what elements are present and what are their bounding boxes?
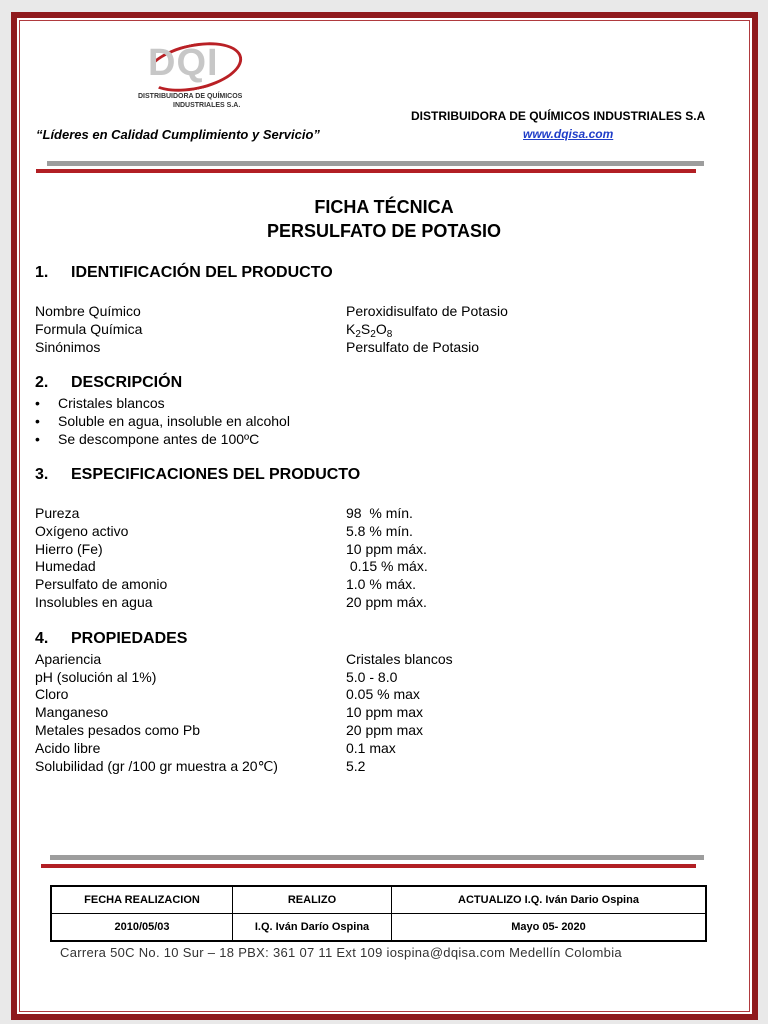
- section-number: 3.: [35, 466, 49, 483]
- spec-label: Sinónimos: [35, 339, 101, 355]
- table-header-row: [51, 886, 706, 914]
- spec-label: Manganeso: [35, 704, 109, 720]
- company-logo: [128, 38, 263, 120]
- slogan: “Líderes en Calidad Cumplimiento y Servicio”: [36, 127, 320, 142]
- spec-label: Metales pesados como Pb: [35, 722, 200, 738]
- spec-label: Insolubles en agua: [35, 594, 153, 610]
- revision-table: [50, 885, 707, 942]
- section-title: DESCRIPCIÓN: [71, 374, 183, 391]
- spec-value: 20 ppm max: [346, 722, 424, 738]
- spec-label: Cloro: [35, 686, 69, 702]
- section-number: 1.: [35, 264, 49, 281]
- spec-value: 0.05 % max: [346, 686, 420, 702]
- spec-value: Cristales blancos: [346, 651, 453, 667]
- list-item: • Soluble en agua, insoluble en alcohol: [35, 413, 290, 429]
- table-header-author: REALIZO: [233, 886, 392, 914]
- spec-label: Formula Química: [35, 321, 143, 337]
- spec-label: Persulfato de amonio: [35, 576, 168, 592]
- spec-value: 1.0 % máx.: [346, 576, 417, 592]
- section-title: PROPIEDADES: [71, 630, 188, 647]
- spec-label: Hierro (Fe): [35, 541, 103, 557]
- header-divider-red: [36, 169, 696, 173]
- spec-label: Nombre Químico: [35, 303, 141, 319]
- spec-label: Apariencia: [35, 651, 102, 667]
- section-1-heading: [35, 264, 333, 282]
- section-number: 2.: [35, 374, 49, 391]
- spec-value: 5.2: [346, 758, 366, 774]
- spec-value: 5.0 - 8.0: [346, 669, 398, 685]
- spec-label: Acido libre: [35, 740, 101, 756]
- company-name: DISTRIBUIDORA DE QUÍMICOS INDUSTRIALES S.A: [411, 109, 706, 123]
- spec-value: 0.15 % máx.: [346, 558, 428, 574]
- table-cell-date: 2010/05/03: [51, 914, 233, 942]
- website-link[interactable]: www.dqisa.com: [523, 127, 614, 141]
- table-cell-author: I.Q. Iván Darío Ospina: [233, 914, 392, 942]
- bullet-icon: •: [35, 431, 40, 447]
- spec-value: 0.1 max: [346, 740, 396, 756]
- spec-label: pH (solución al 1%): [35, 669, 157, 685]
- spec-value: 10 ppm max: [346, 704, 424, 720]
- logo-caption-line1: DISTRIBUIDORA DE QUÍMICOS: [138, 93, 243, 100]
- spec-value: Peroxidisulfato de Potasio: [346, 303, 508, 319]
- spec-label: Pureza: [35, 505, 80, 521]
- doc-title: FICHA TÉCNICA: [314, 197, 454, 217]
- footer-divider-red: [41, 864, 696, 868]
- footer-divider-gray: [50, 855, 704, 860]
- list-item: • Cristales blancos: [35, 395, 165, 411]
- section-title: IDENTIFICACIÓN DEL PRODUCTO: [71, 264, 333, 281]
- header-divider-gray: [47, 161, 704, 166]
- chemical-formula: $K_2S_2O_8$: [346, 321, 393, 340]
- bullet-icon: •: [35, 395, 40, 411]
- section-2-heading: [35, 374, 182, 392]
- table-header-date: FECHA REALIZACION: [51, 886, 233, 914]
- section-title: ESPECIFICACIONES DEL PRODUCTO: [71, 466, 361, 483]
- section-4-heading: [35, 630, 187, 648]
- section-3-heading: [35, 466, 360, 484]
- footer-address: Carrera 50C No. 10 Sur – 18 PBX: 361 07 11 Ext 109 iospina@dqisa.com Medellín Colombia: [60, 945, 622, 960]
- spec-label: Solubilidad (gr /100 gr muestra a 20℃): [35, 758, 278, 774]
- logo-text: DQI: [148, 42, 219, 84]
- spec-value: 10 ppm máx.: [346, 541, 427, 557]
- spec-value: 5.8 % mín.: [346, 523, 413, 539]
- table-header-updated: ACTUALIZO I.Q. Iván Dario Ospina: [392, 886, 707, 914]
- spec-label: Humedad: [35, 558, 96, 574]
- spec-value: 98 % mín.: [346, 505, 413, 521]
- list-item: • Se descompone antes de 100ºC: [35, 431, 260, 447]
- bullet-icon: •: [35, 413, 40, 429]
- spec-value: Persulfato de Potasio: [346, 339, 480, 355]
- spec-label: Oxígeno activo: [35, 523, 129, 539]
- logo-caption-line2: INDUSTRIALES S.A.: [173, 102, 241, 109]
- spec-value: 20 ppm máx.: [346, 594, 427, 610]
- doc-subtitle: PERSULFATO DE POTASIO: [266, 221, 502, 241]
- table-cell-updated: Mayo 05- 2020: [392, 914, 707, 942]
- table-row: [51, 914, 706, 942]
- section-number: 4.: [35, 630, 49, 647]
